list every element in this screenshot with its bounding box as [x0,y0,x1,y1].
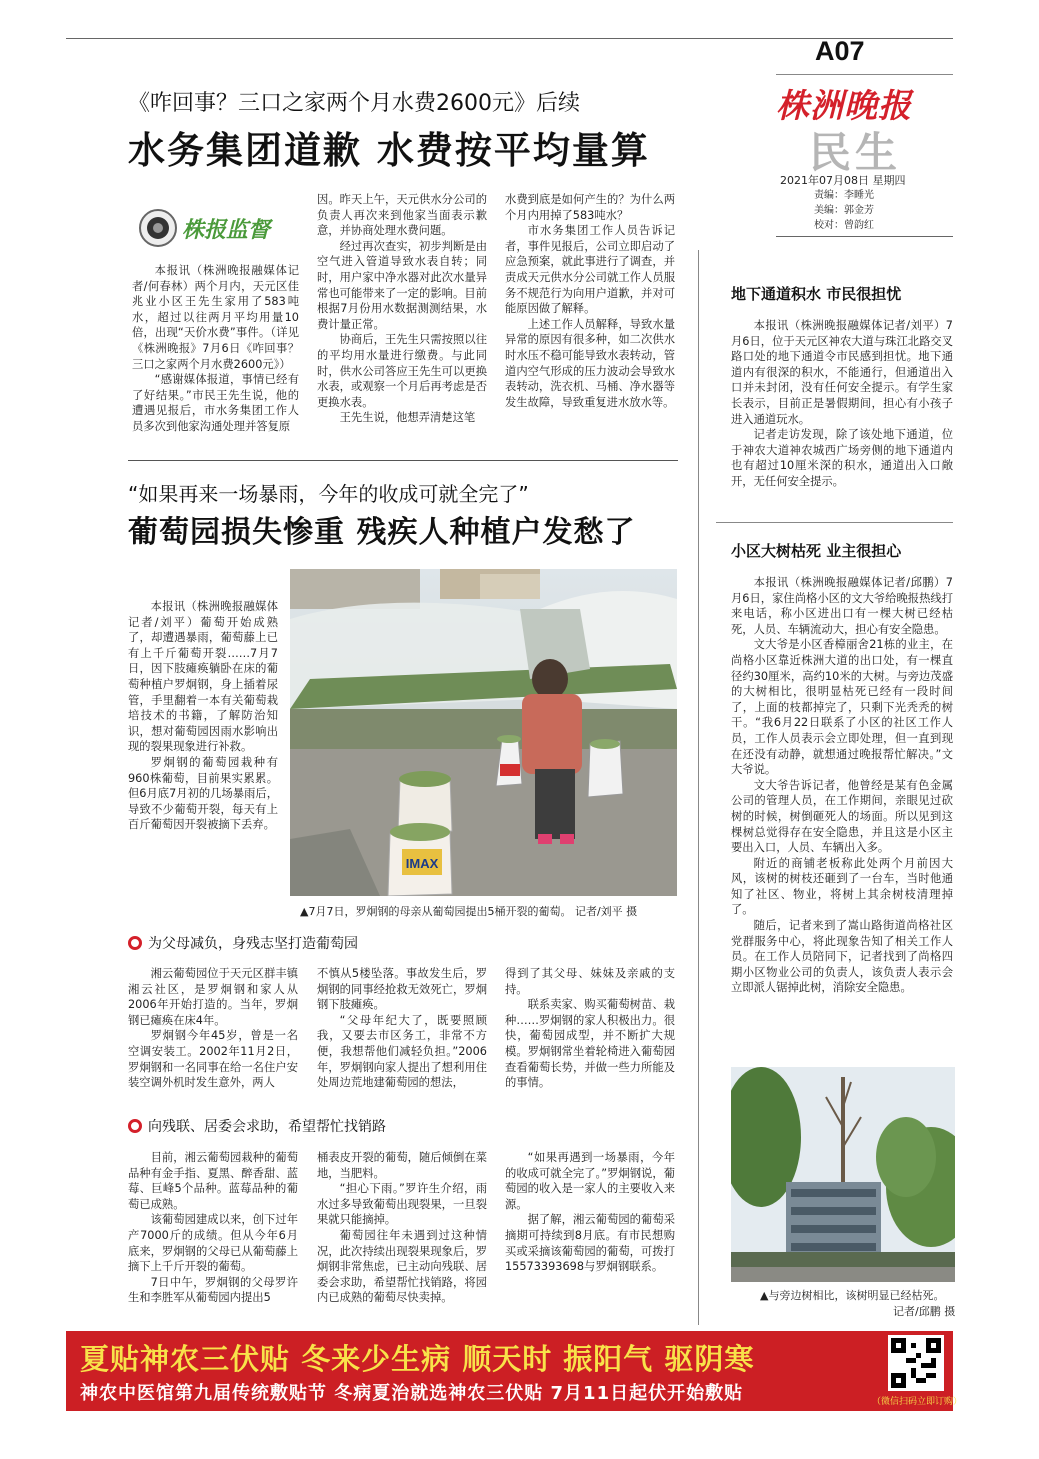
paragraph: 桶表皮开裂的葡萄，随后倾倒在菜地，当肥料。 [317,1151,487,1180]
paragraph: 本报讯（株洲晚报融媒体记者/刘平）7月6日，位于天元区神农大道与珠江北路交叉路口处的地下通道令市民感到担忧。地下通道内有很深的积水，不能通行，但通道出入口并未封闭，没有任何安全提示。有学生家长表示，目前正是暑假期间，担心有小孩子进入通道玩水。 [731,319,953,426]
paragraph: “父母年纪大了，既要照顾我，又要去市区务工，非常不方便，我想帮他们减轻负担。”2006年，罗炯钢向家人提出了想利用住处周边荒地建葡萄园的想法， [317,1013,487,1090]
side-divider [716,522,953,523]
article-divider [128,460,678,461]
article1-kicker: 《咋回事？三口之家两个月水费2600元》后续 [128,91,580,116]
article1-col3 [505,192,675,437]
paragraph: 7日中午，罗炯钢的父母罗许生和李胜军从葡萄园内提出5 [128,1275,298,1305]
photo-illustration [731,1067,955,1282]
bullet-ring-icon [128,1119,142,1133]
bullet-ring-icon [128,936,142,950]
article2-headline: 葡萄园损失惨重 残疾人种植户发愁了 [128,515,636,550]
sub1-col1 [128,966,298,1094]
paragraph: “如果再遇到一场暴雨，今年的收成可就全完了。”罗炯钢说，葡萄园的收入是一家人的主要收入来源。 [505,1151,675,1211]
column-separator [698,250,699,1325]
paragraph: 王先生说，他想弄清楚这笔 [339,411,476,425]
sub2-col2 [317,1150,487,1320]
masthead-bottom-rule [776,236,953,237]
qr-code[interactable] [888,1335,944,1391]
ad-headline: 夏贴神农三伏贴 冬来少生病 顺天时 振阳气 驱阴寒 [80,1342,755,1376]
paragraph: 上述工作人员解释，导致水量异常的原因有很多种，如二次供水时水压不稳可能导致水表转动，管道内空气形成的压力波动会导致水表转动，洗衣机、马桶、净水器等发生故障，导致重复进水放水等。 [505,317,675,409]
page-number: A07 [815,36,865,66]
lens-icon [138,208,178,248]
paragraph: “担心下雨。”罗许生介绍，雨水过多导致葡萄出现裂果，一旦裂果就只能摘掉。 [317,1182,487,1227]
paragraph: 罗炯钢今年45岁，曾是一名空调安装工。2002年11月2日，罗炯钢和一名同事在给一名住户安装空调外机时发生意外，两人 [128,1029,298,1090]
paragraph: 不慎从5楼坠落。事故发生后，罗炯钢的同事经抢救无效死亡，罗炯钢下肢瘫痪。 [317,967,487,1012]
side1-headline: 地下通道积水 市民很担忧 [731,285,902,303]
designer-credit: 美编：郭金芳 [814,205,874,216]
paragraph: 文大爷是小区香樟丽舍21栋的业主，在尚格小区靠近株洲大道的出口处，有一棵直径约30厘米，高约10米的大树。与旁边茂盛的大树相比，很明显枯死已经有一段时间了，上面的枝都掉完了，只剩下光秃秃的树干。“我6月22日联系了小区的社区工作人员，工作人员表示会立即处理，但一直到现在还没有动静，就想通过晚报帮忙解决。”文大爷说。 [731,638,953,777]
supervision-badge [138,207,298,249]
subheading-1 [128,933,358,953]
paragraph: 市水务集团工作人员告诉记者，事件见报后，公司立即启动了应急预案，就此事进行了调查，并责成天元供水分公司就工作人员服务不规范行为向用户道歉，并对可能原因做了解释。 [505,224,675,316]
article1-col1 [132,263,299,433]
paragraph: 文大爷告诉记者，他曾经是某有色金属公司的管理人员，在工作期间，亲眼见过砍树的时候，树倒砸死人的场面。所以见到这棵树总觉得存在安全隐患，并且这是小区主要出入口，人员、车辆出入多。 [731,778,953,855]
sub2-col3 [505,1150,675,1320]
paragraph: “感谢媒体报道，事情已经有了好结果。”市民王先生说，他的遭遇见报后，市水务集团工作人员多次到他家沟通处理并答复原 [132,373,299,433]
proofreader-credit: 校对：曾韵红 [814,220,874,231]
paragraph: 协商后，王先生只需按照以往的平均用水量进行缴费。与此同时，供水公司答应王先生可以更换水表，或观察一个月后再考虑是否更换水表。 [317,333,487,409]
article2-kicker: “如果再来一场暴雨，今年的收成可就全完了” [128,482,529,506]
sub1-col2 [317,966,487,1094]
side2-headline: 小区大树枯死 业主很担心 [731,542,902,560]
article2-intro [128,599,278,909]
ad-banner [66,1331,963,1411]
paragraph: 水费到底是如何产生的？为什么两个月内用掉了583吨水？ [505,193,675,222]
qr-code-icon [891,1338,941,1388]
subheading-1-text: 为父母减负，身残志坚打造葡萄园 [148,936,358,952]
paragraph: 附近的商铺老板称此处两个月前因大风，该树的树枝还砸到了一台车，当时他通知了社区、物业，将树上其余树枝清理掉了。 [731,856,953,917]
paragraph: 本报讯（株洲晚报融媒体记者/何春林）两个月内，天元区佳兆业小区王先生家用了583吨水，超过以往两月平均用量10倍，出现“天价水费”事件。（详见《株洲晚报》7月6日《咋回事？三口之家两个月水费2600元》） [132,264,299,371]
paragraph: 目前，湘云葡萄园栽种的葡萄品种有金手指、夏黑、醉香甜、蓝莓、巨峰5个品种。蓝莓品种的葡萄已成熟。 [128,1151,298,1211]
paper-logo: 株洲晚报 [776,86,912,125]
paragraph: 据了解，湘云葡萄园的葡萄采摘期可持续到8月底。有市民想购买或采摘该葡萄园的葡萄，可拨打15573393698与罗炯钢联系。 [505,1213,675,1274]
ad-subline: 神农中医馆第九届传统敷贴节 冬病夏治就选神农三伏贴 7月11日起伏开始敷贴 [80,1383,744,1404]
grape-garden-photo [290,569,677,896]
subheading-2-text: 向残联、居委会求助，希望帮忙找销路 [148,1119,386,1135]
side1-body [731,318,953,513]
tree-photo-credit: 记者/邱鹏 摄 [893,1305,956,1318]
paragraph: 该葡萄园建成以来，创下过年产7000斤的成绩。但从今年6月底来，罗炯钢的父母已从葡萄藤上摘下上千斤开裂的葡萄。 [128,1213,298,1274]
bucket-label: IMAX [405,856,439,871]
paragraph: 葡萄园往年未遇到过这种情况，此次持续出现裂果现象后，罗炯钢非常焦虑，已主动向残联、居委会求助，希望帮忙找销路，将园内已成熟的葡萄尽快卖掉。 [317,1228,487,1305]
paragraph: 随后，记者来到了嵩山路街道尚格社区党群服务中心，将此现象告知了相关工作人员。在工作人员陪同下，记者找到了尚格四期小区物业公司的负责人，该负责人表示会立即派人锯掉此树，消除安全隐患。 [731,919,953,995]
sub2-col1 [128,1150,298,1320]
paragraph: 罗炯钢的葡萄园栽种有960株葡萄，目前果实累累。但6月底7月初的几场暴雨后，导致不少葡萄开裂，每天有上百斤葡萄因开裂被摘下丢弃。 [128,755,278,832]
grape-photo-caption: ▲7月7日，罗炯钢的母亲从葡萄园提出5桶开裂的葡萄。 记者/刘平 摄 [300,905,638,918]
paragraph: 因。昨天上午，天元供水分公司的负责人再次来到他家当面表示歉意，并协商处理水费问题。 [317,193,487,238]
issue-date: 2021年07月08日 星期四 [780,174,906,187]
masthead-rule [776,74,953,75]
paragraph: 联系卖家、购买葡萄树苗、栽种……罗炯钢的家人积极出力。很快，葡萄园成型，并不断扩大规模。罗炯钢常坐着轮椅进入葡萄园查看葡萄长势，并做一些力所能及的事情。 [505,998,675,1090]
paragraph: 本报讯（株洲晚报融媒体记者/刘平）葡萄开始成熟了，却遭遇暴雨，葡萄藤上已有上千斤葡萄开裂……7月7日，因下肢瘫痪躺卧在床的葡萄种植户罗炯钢，身上插着尿管，手里翻着一本有关葡萄栽培技术的书籍，了解防治知识，想对葡萄园因雨水影响出现的裂果现象进行补救。 [128,600,278,754]
article1-col2 [317,192,487,437]
paragraph: 记者走访发现，除了该处地下通道，位于神农大道神农城西广场旁侧的地下通道内也有超过10厘米深的积水，通道出入口敞开，无任何安全提示。 [731,428,953,488]
badge-label: 株报监督 [182,217,271,243]
section-name: 民生 [809,128,902,177]
article1-headline: 水务集团道歉 水费按平均量算 [128,129,650,172]
paragraph: 经过再次查实，初步判断是由空气进入管道导致水表自转；同时，用户家中净水器对此次水量异常也可能带来了一定的影响。目前根据7月份用水数据测测结果，水费计量正常。 [317,239,487,331]
paragraph: 得到了其父母、妹妹及亲戚的支持。 [505,967,675,996]
editor-credit: 责编：李睡光 [814,190,874,201]
sub1-col3 [505,966,675,1094]
tree-photo-caption: ▲与旁边树相比，该树明显已经枯死。 [760,1289,945,1302]
side2-body [731,575,953,1060]
qr-caption: （微信扫码立即订购） [872,1397,963,1407]
paragraph: 湘云葡萄园位于天元区群丰镇湘云社区，是罗炯钢和家人从2006年开始打造的。当年，罗炯钢已瘫痪在床4年。 [128,967,298,1027]
photo-illustration [290,569,677,896]
subheading-2 [128,1116,386,1136]
dead-tree-photo [731,1067,955,1282]
paragraph: 本报讯（株洲晚报融媒体记者/邱鹏）7月6日，家住尚格小区的文大爷给晚报热线打来电话，称小区进出口有一棵大树已经枯死，人员、车辆流动大，担心有安全隐患。 [731,576,953,636]
